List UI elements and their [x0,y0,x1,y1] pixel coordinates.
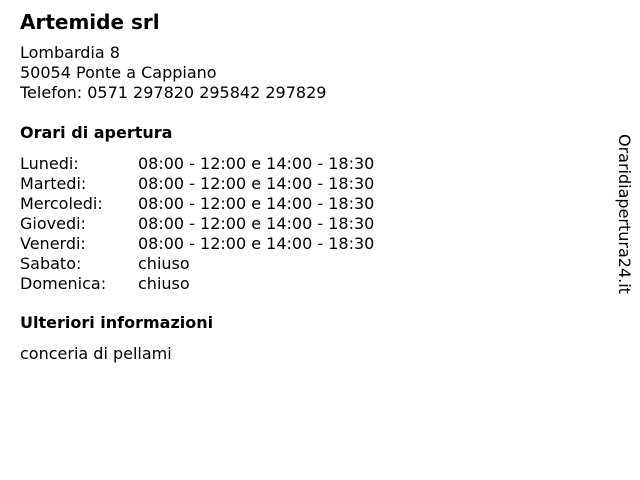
phone-numbers: Telefon: 0571 297820 295842 297829 [20,83,327,102]
more-info-heading: Ulteriori informazioni [20,313,214,332]
more-info-text: conceria di pellami [20,344,172,363]
address-street: Lombardia 8 [20,43,120,62]
day-hours: 08:00 - 12:00 e 14:00 - 18:30 [138,234,375,253]
business-card [20,0,600,480]
site-watermark: Oraridiapertura24.it [615,134,634,294]
address-city: 50054 Ponte a Cappiano [20,63,217,82]
day-label: Domenica: [20,274,107,293]
day-hours: 08:00 - 12:00 e 14:00 - 18:30 [138,214,375,233]
day-hours: 08:00 - 12:00 e 14:00 - 18:30 [138,174,375,193]
business-name: Artemide srl [20,10,160,34]
opening-hours-heading: Orari di apertura [20,123,173,142]
day-label: Venerdi: [20,234,86,253]
day-hours: 08:00 - 12:00 e 14:00 - 18:30 [138,194,375,213]
day-label: Giovedi: [20,214,86,233]
day-label: Sabato: [20,254,82,273]
day-hours: chiuso [138,254,190,273]
day-hours: chiuso [138,274,190,293]
day-label: Mercoledi: [20,194,103,213]
day-label: Lunedi: [20,154,79,173]
day-label: Martedi: [20,174,87,193]
day-hours: 08:00 - 12:00 e 14:00 - 18:30 [138,154,375,173]
